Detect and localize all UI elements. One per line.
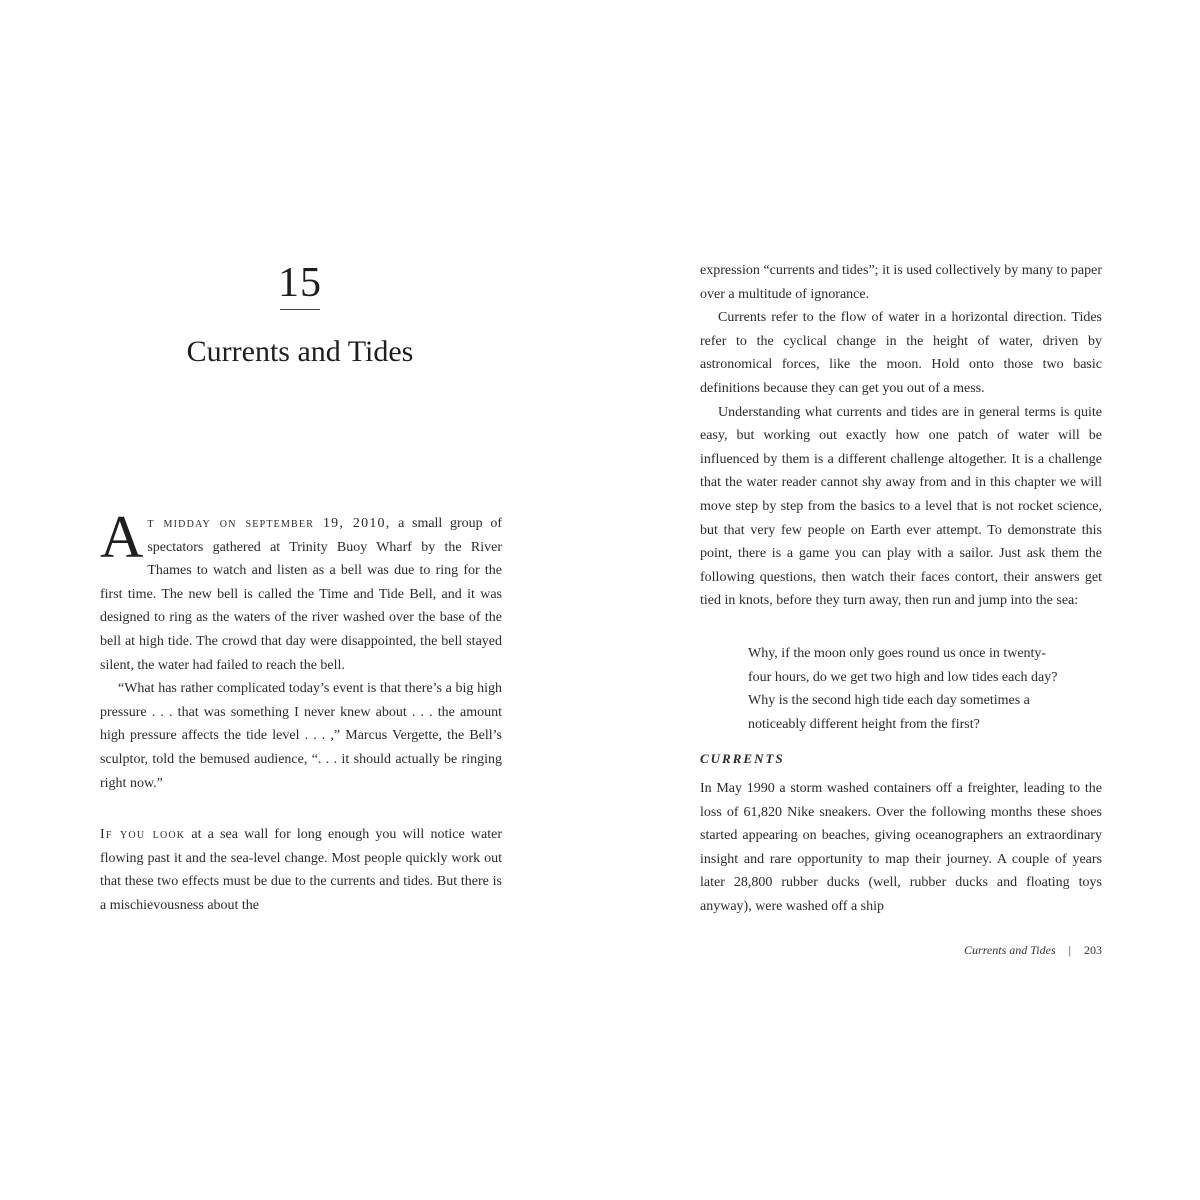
drop-cap: A [100,504,144,570]
chapter-title: Currents and Tides [186,335,414,368]
running-title: Currents and Tides [964,943,1056,957]
page-number: 203 [1084,943,1102,957]
opening-paragraph-block [100,504,502,795]
opening-text: a small group of spectators gathered at Trinity Buoy Wharf by the River Thames to watch and listen as a bell was due to ring for the first time. The new bell is called the Time and Tide Bell, and it was designed to ring as the waters of the river washed over the base of the bell at high tide. The crowd that day were disappointed, the bell stayed silent, the water had failed to reach the bell. [100,516,502,673]
section-heading-currents: CURRENTS [700,751,785,766]
continuation-paragraph: expression “currents and tides”; it is used collectively by many to paper over a multitude of ignorance. [700,263,1102,302]
chapter-number: 15 [278,260,322,306]
section-paragraph-block [100,823,502,917]
quote-question-1-line-2: four hours, do we get two high and low tides each day? [748,669,1058,685]
understanding-paragraph: Understanding what currents and tides are in general terms is quite easy, but working out exactly how one patch of water will be influenced by them is a different challenge altogether. It is a challenge that the water reader cannot shy away from and in this chapter we will move step by step from the basics to a level that is not rocket science, but that very few people on Earth ever attempt. To demonstrate this point, there is a game you can play with a sailor. Just ask them the following questions, then watch their faces contort, their answers get tied in knots, before they turn away, then run and jump into the sea: [700,404,1102,609]
block-quote [748,642,1068,736]
running-footer [700,943,1102,958]
quote-question-1-line-1: Why, if the moon only goes round us once in twenty- [748,646,1047,661]
definitions-paragraph: Currents refer to the flow of water in a horizontal direction. Tides refer to the cyclical change in the height of water, driven by astronomical forces, like the moon. Hold onto those two basic definitions because they can get you out of a mess. [700,310,1102,396]
quote-question-2-line-1: Why is the second high tide each day sometimes a [748,693,1030,709]
currents-text-block [700,777,1102,919]
section-text: at a sea wall for long enough you will notice water flowing past it and the sea-level change. Most people quickly work out that these two effects must be due to the currents and tides. But there is a mischievousness about the [100,827,502,913]
currents-paragraph: In May 1990 a storm washed containers off a freighter, leading to the loss of 61,820 Nike sneakers. Over the following months these shoes started appearing on beaches, giving oceanographers an extraordinary insight and rare opportunity to map their journey. A couple of years later 28,800 rubber ducks (well, rubber ducks and floating toys anyway), were washed off a ship [700,781,1102,914]
section-paragraph [100,823,502,917]
quote-question-2-line-2: noticeably different height from the first? [748,716,980,732]
opening-paragraph [100,504,502,677]
section-lead-in: If you look [100,827,186,842]
quote-paragraph: “What has rather complicated today’s event is that there’s a big high pressure . . . that was something I never knew about . . . the amount high pressure affects the tide level . . . ,” Marcus Vergette, the Bell’s sculptor, told the bemused audience, “. . . it should actually be ringing right now.” [100,681,502,791]
opening-lead-in: t midday on september 19, 2010, [147,516,391,531]
chapter-number-underline [280,309,320,310]
right-text-block [700,259,1102,613]
footer-separator: | [1068,943,1071,957]
